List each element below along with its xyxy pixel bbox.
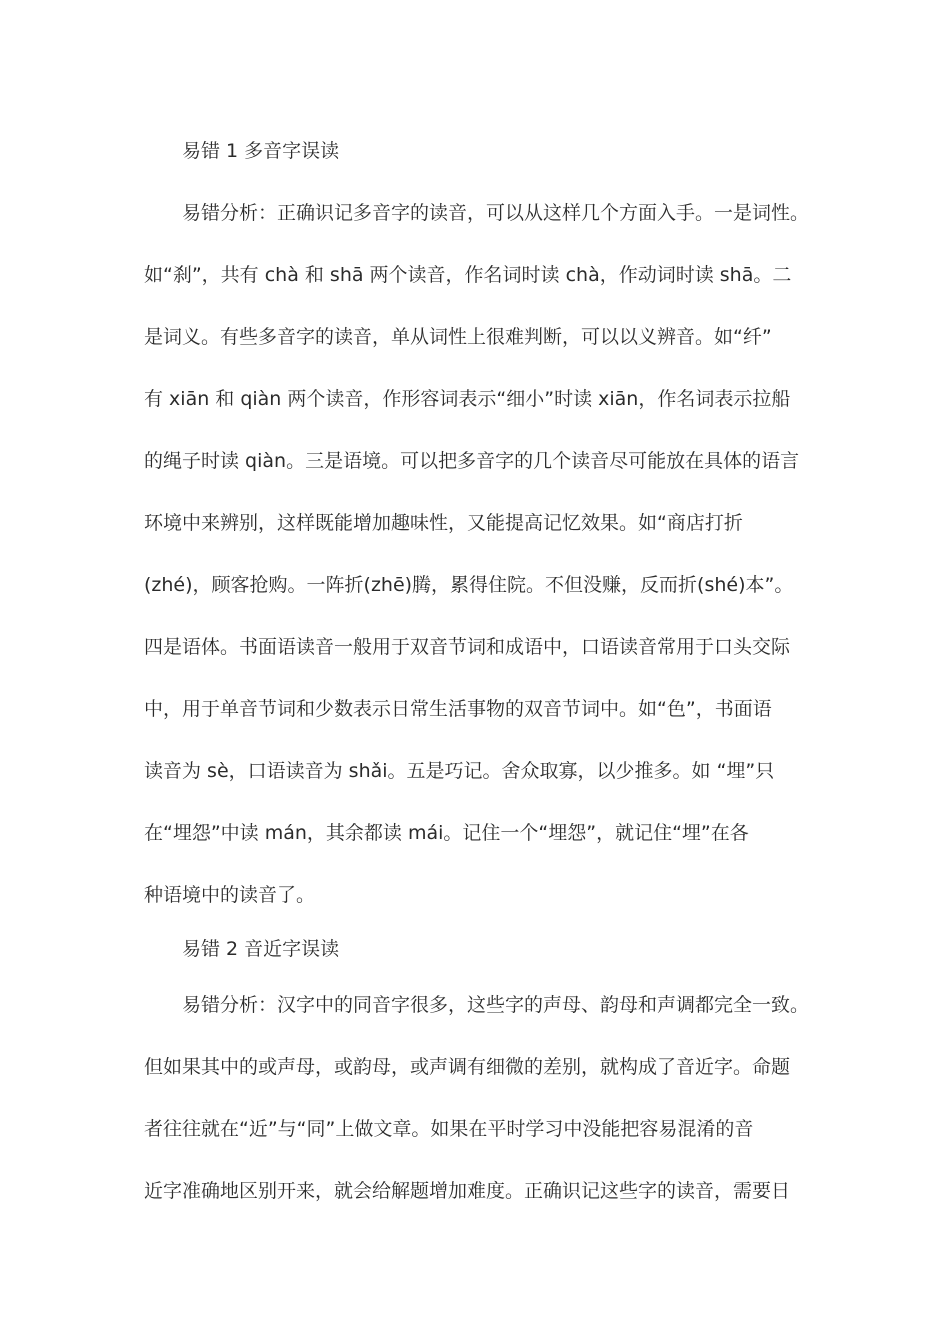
paragraph-line: 环境中来辨别，这样既能增加趣味性，又能提高记忆效果。如“商店打折 bbox=[144, 512, 743, 534]
paragraph-line: 如“刹”，共有 chà 和 shā 两个读音，作名词时读 chà，作动词时读 shā。二 bbox=[144, 264, 792, 286]
paragraph-line: 读音为 sè，口语读音为 shǎi。五是巧记。舍众取寡，以少推多。如 “埋”只 bbox=[144, 760, 775, 782]
paragraph-line: 易错分析：汉字中的同音字很多，这些字的声母、韵母和声调都完全一致。 bbox=[182, 994, 810, 1016]
paragraph-line: 四是语体。书面语读音一般用于双音节词和成语中，口语读音常用于口头交际 bbox=[144, 636, 791, 658]
paragraph-line: 是词义。有些多音字的读音，单从词性上很难判断，可以以义辨音。如“纤” bbox=[144, 326, 772, 348]
paragraph-line: 但如果其中的或声母，或韵母，或声调有细微的差别，就构成了音近字。命题 bbox=[144, 1056, 791, 1078]
paragraph-line: 中，用于单音节词和少数表示日常生活事物的双音节词中。如“色”，书面语 bbox=[144, 698, 772, 720]
section-heading-2: 易错 2 音近字误读 bbox=[182, 938, 340, 960]
paragraph-line: 在“埋怨”中读 mán，其余都读 mái。记住一个“埋怨”，就记住“埋”在各 bbox=[144, 822, 749, 844]
paragraph-line: (zhé)，顾客抢购。一阵折(zhē)腾，累得住院。不但没赚，反而折(shé)本”。 bbox=[144, 574, 794, 596]
section-heading-1: 易错 1 多音字误读 bbox=[182, 140, 340, 162]
paragraph-line: 易错分析：正确识记多音字的读音，可以从这样几个方面入手。一是词性。 bbox=[182, 202, 810, 224]
paragraph-line: 有 xiān 和 qiàn 两个读音，作形容词表示“细小”时读 xiān，作名词表示拉船 bbox=[144, 388, 791, 410]
paragraph-line: 的绳子时读 qiàn。三是语境。可以把多音字的几个读音尽可能放在具体的语言 bbox=[144, 450, 800, 472]
paragraph-line: 种语境中的读音了。 bbox=[144, 884, 316, 906]
paragraph-line: 近字准确地区别开来，就会给解题增加难度。正确识记这些字的读音，需要日 bbox=[144, 1180, 791, 1202]
paragraph-line: 者往往就在“近”与“同”上做文章。如果在平时学习中没能把容易混淆的音 bbox=[144, 1118, 754, 1140]
